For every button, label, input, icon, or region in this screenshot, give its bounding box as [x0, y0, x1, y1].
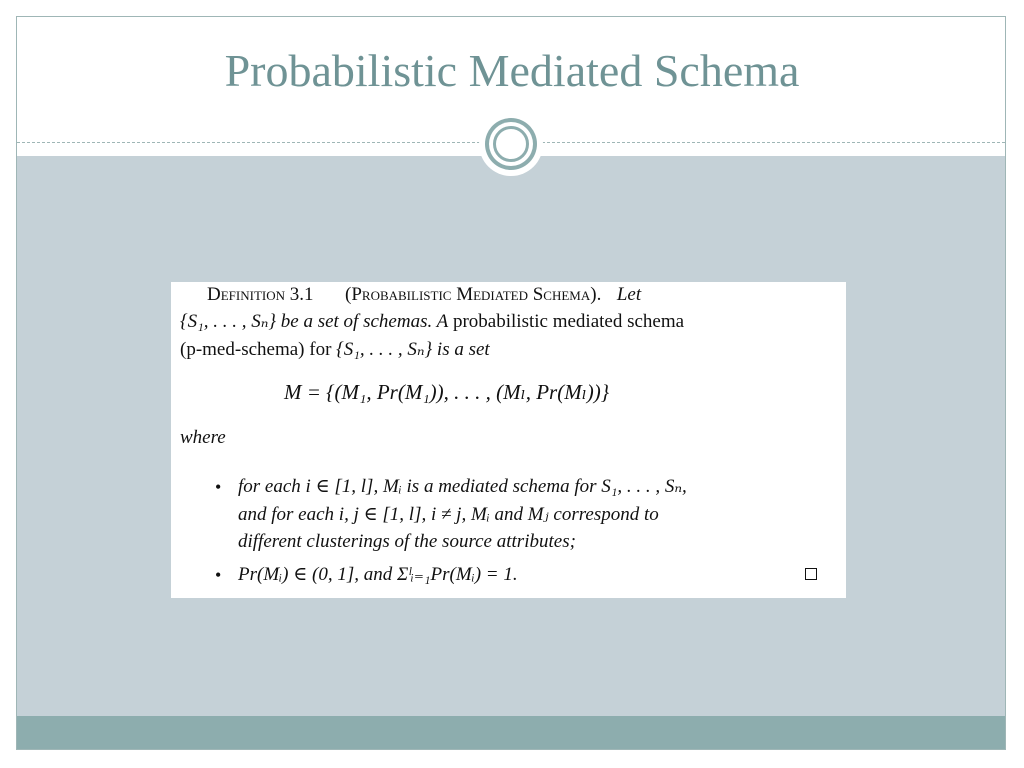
qed-square-icon: [805, 568, 817, 580]
definition-line-3: [180, 338, 490, 361]
line3-roman: (p-med-schema) for: [180, 339, 332, 360]
line2-italic: be a set of schemas. A: [280, 311, 449, 332]
circle-ornament-inner: [493, 126, 529, 162]
bullet-1-dot: •: [215, 477, 222, 497]
bullet-2-dot: •: [215, 565, 222, 585]
definition-name: (Probabilistic Mediated Schema).: [345, 284, 602, 305]
definition-number: Definition 3.1: [207, 284, 314, 305]
where-word: where: [180, 427, 226, 448]
footer-bar: [17, 716, 1005, 749]
formula: M = {(M₁, Pr(M₁)), . . . , (Mₗ, Pr(Mₗ))}: [284, 380, 610, 404]
bullet-1-line-1: for each i ∈ [1, l], Mᵢ is a mediated schema for S₁, . . . , Sₙ,: [238, 476, 687, 497]
definition-heading-line: [207, 284, 641, 306]
bullet-2-line: Pr(Mᵢ) ∈ (0, 1], and Σˡᵢ₌₁Pr(Mᵢ) = 1.: [238, 564, 518, 585]
slide-title: Probabilistic Mediated Schema: [224, 45, 800, 96]
line3-italic: is a set: [436, 339, 490, 360]
schema-set-math: {S₁, . . . , Sₙ}: [180, 311, 277, 332]
let-word: Let: [616, 284, 642, 305]
definition-line-2: [180, 310, 684, 333]
bullet-1-line-3: different clusterings of the source attributes;: [238, 531, 576, 552]
definition-image: [171, 282, 846, 598]
line3-math: {S₁, . . . , Sₙ}: [336, 339, 433, 360]
bullet-1-line-2: and for each i, j ∈ [1, l], i ≠ j, Mᵢ and Mⱼ correspond to: [238, 504, 659, 525]
line2-roman: probabilistic mediated schema: [452, 311, 685, 332]
